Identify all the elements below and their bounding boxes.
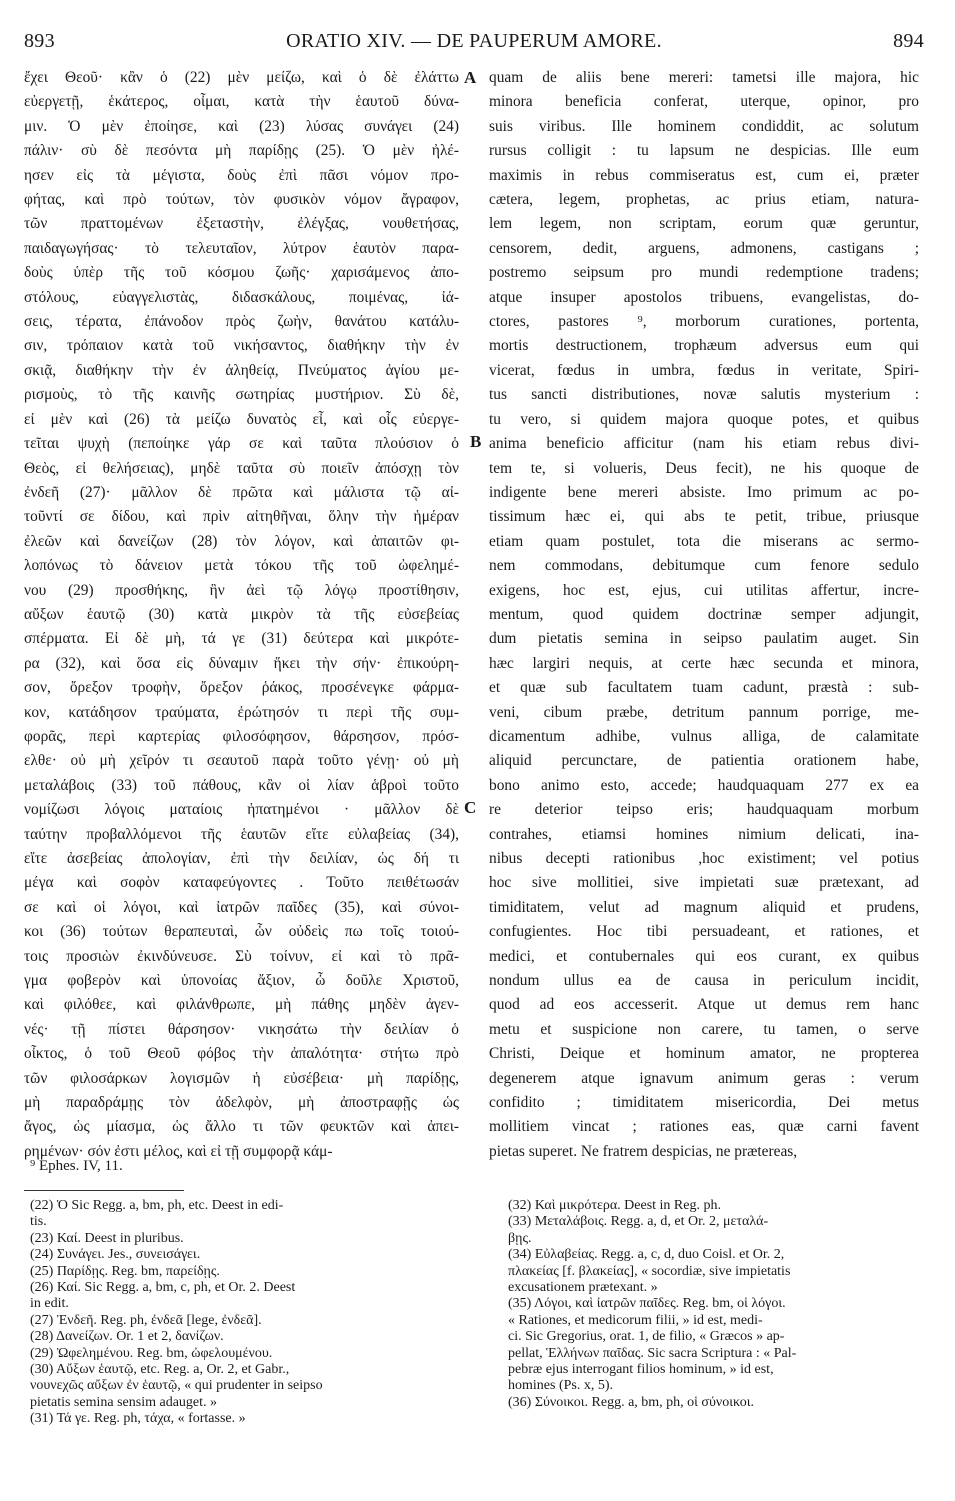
greek-text-line: ταύτην προβαλλόμενοι τῆς ἑαυτῶν εἴτε εὐλαβείας (34),: [24, 825, 459, 843]
latin-text-line: quam de aliis bene mereri: tametsi ille majora, hic: [489, 69, 919, 86]
variant-note-line: pietatis semina sensim adauget. »: [30, 1394, 218, 1410]
greek-text-line: φορᾶς, περὶ καρτερίας φιλοσόφησον, θάρσησον, πρόσ-: [24, 727, 459, 745]
variant-note: [30, 1247, 460, 1263]
latin-text-line: tissimum hæc ei, qui abs te petit, tribue, priusque: [489, 508, 919, 526]
variant-note: [30, 1264, 460, 1280]
greek-text-line: ἔχει Θεοῦ· κἂν ὁ (22) μὲν μείζω, καὶ ὁ δὲ ἐλάττω: [24, 69, 459, 86]
variant-note-line: νουνεχῶς αὔξων ἐν ἑαυτῷ, « qui prudenter in seipso: [30, 1378, 323, 1394]
greek-text-line: παιδαγωγήσας· τὸ τελευταῖον, λύτρον ἑαυτὸν παρα-: [24, 239, 459, 257]
greek-text-line: οἶκτος, ὁ τοῦ Θεοῦ φόβος τὴν ἀπαλότητα· στήτω πρὸ: [24, 1045, 459, 1063]
greek-text-line: τῶν φιλοσάρκων λογισμῶν ἡ εὐσέβεια· μὴ παρίδῃς,: [24, 1069, 459, 1087]
greek-text-line: μὴ παραδράμῃς τὸν ἀδελφὸν, μὴ ἀποστραφῇς ὡς: [24, 1094, 459, 1112]
greek-text-line: πάλιν· σὺ δὲ πεσόντα μὴ παρίδῃς (25). Ὁ μὲν ἠλέ-: [24, 142, 459, 160]
variant-note: [508, 1214, 928, 1247]
greek-text-line: νές· τῇ πίστει θάρσησον· νικησάτω τὴν δειλίαν ὁ: [24, 1020, 459, 1038]
latin-text-line: atque insuper apostolos tribuens, evangelistas, do-: [489, 288, 919, 306]
greek-text-line: λοπόνως τὸ δάνειον μετὰ τόκου τῆς τοῦ ὠφελημέ-: [24, 557, 459, 575]
variant-note-line: (25) Παρίδῃς. Reg. bm, παρείδῃς.: [30, 1263, 220, 1279]
variant-note: [30, 1346, 460, 1362]
latin-text-line: dum pietatis semina in seipso paulatim auget. Sin: [489, 630, 919, 648]
latin-text-line: veni, cibum præbe, detritum pannum porrige, me-: [489, 703, 919, 721]
latin-text-line: pietas superet. Ne fratrem despicias, ne prætereas,: [489, 1142, 798, 1160]
variant-note-line: (29) Ὠφελημένου. Reg. bm, ὠφελουμένου.: [30, 1345, 273, 1361]
latin-text-line: exigens, hoc est, ejus, cui utilitas affertur, incre-: [489, 581, 919, 599]
latin-text-line: Christi, Deique et hominum amator, ne propterea: [489, 1045, 919, 1063]
variant-note: [30, 1280, 460, 1313]
greek-text-line: εἴτε ἀσεβείας ἀπολογίαν, ἐπὶ τὴν δειλίαν, ὡς δή τι: [24, 850, 459, 867]
variant-note-line: (27) Ἐνδεῆ. Reg. ph, ἐνδεᾶ [lege, ἐνδεᾶ].: [30, 1312, 262, 1328]
latin-text-line: aliquid percunctare, de patientia orationem habe,: [489, 752, 919, 770]
latin-text-line: nondum ullus ea de causa in periculum incidit,: [489, 972, 919, 990]
greek-text-line: σον, ὄρεξον τροφὴν, ὄρεξον ῥάκος, προσένεγκε φάρμα-: [24, 679, 459, 697]
greek-text-line: κον, κατάδησον τραύματα, ἐρώτησόν τι περὶ τῆς συμ-: [24, 703, 459, 721]
variant-note-line: excusationem prætexant. »: [508, 1280, 658, 1296]
scripture-footnote: ⁹ Ephes. IV, 11.: [30, 1158, 123, 1174]
variant-note: [508, 1395, 928, 1411]
footnote-divider: [24, 1190, 184, 1191]
variant-note: [30, 1362, 460, 1395]
variant-note: [30, 1313, 460, 1329]
variant-note: [508, 1247, 928, 1280]
greek-text-line: Θεὸς, εἰ θελήσειας), μηδὲ ταῦτα σὺ ποιεῖν ἀπόσχῃ τὸν: [24, 459, 459, 477]
variant-note: [508, 1329, 928, 1362]
variant-note-line: (35) Λόγοι, καὶ ἰατρῶν παῖδες. Reg. bm, οἱ λόγοι.: [508, 1296, 786, 1312]
variant-note-line: (31) Τά γε. Reg. ph, τάχα, « fortasse. »: [30, 1411, 246, 1427]
variant-note-line: (28) Δανείζων. Or. 1 et 2, δανίζων.: [30, 1329, 224, 1345]
variant-note: [508, 1296, 928, 1329]
page-number-left: 893: [24, 30, 55, 52]
latin-text-line: postremo seipsum pro mundi redemptione tradens;: [489, 264, 919, 282]
latin-text-line: vicerat, fœdus in umbra, fœdus in veritate, Spiri-: [489, 361, 919, 379]
variant-note: [508, 1280, 928, 1296]
latin-text-line: nem commodans, debitumque cum fenore sedulo: [489, 557, 919, 575]
latin-text-line: nibus decepti rationibus ,hoc existiment; vel potius: [489, 850, 919, 867]
latin-text-line: tus sancti distributiones, novæ salutis mysterium :: [489, 386, 919, 404]
greek-text-line: ρημένων· σόν ἐστι μέλος, καὶ εἰ τῇ συμφορᾷ κάμ-: [24, 1142, 333, 1160]
variant-note-line: (26) Καί. Sic Regg. a, bm, c, ph, et Or. 2. Deest: [30, 1280, 296, 1296]
latin-text-line: degenerem atque ignavum animum geras : verum: [489, 1069, 919, 1087]
variant-note: [30, 1411, 460, 1427]
latin-text-line: hæc largiri nequis, at certe hæc secunda et minora,: [489, 654, 919, 672]
greek-text-line: αὔξων ἑαυτῷ (30) κατὰ μικρὸν τὰ τῆς εὐσεβείας: [24, 605, 459, 623]
greek-text-line: τοῦντί σε δίδου, καὶ πρὶν αἰτηθῆναι, ὅλην τὴν ἡμέραν: [24, 508, 459, 526]
greek-text-line: ησεν εἰς τὰ μέγιστα, δοὺς ἐπὶ πᾶσι νόμον προ-: [24, 166, 459, 184]
greek-text-line: ἄγος, ὡς μίασμα, ὡς ἄλλο τι τῶν φευκτῶν καὶ ἀπει-: [24, 1118, 459, 1136]
greek-text-line: μιν. Ὁ μὲν ἐποίησε, καὶ (23) λύσας συνάγει (24): [24, 117, 459, 135]
greek-text-line: ελθε· οὐ μὴ χεῖρόν τι σεαυτοῦ παρὰ τοῦτο γένῃ· οὐ μὴ: [24, 752, 459, 770]
latin-text-line: hoc sive mollitiei, sive impietati suæ prætexant, ad: [489, 874, 919, 892]
variant-note-line: ci. Sic Gregorius, orat. 1, de filio, « Græcos » ap-: [508, 1329, 785, 1345]
variant-note: [30, 1395, 460, 1411]
latin-text-line: metu et suspicione non carere, tu tamen, o serve: [489, 1020, 919, 1038]
variant-note-line: (33) Μεταλάβοις. Regg. a, d, et Or. 2, μεταλά-: [508, 1214, 769, 1230]
variant-note-line: « Rationes, et medicorum filii, » id est, medi-: [508, 1312, 763, 1328]
greek-text-line: γμα φοβερὸν καὶ ὑπονοίας ἄξιον, ὦ δοῦλε Χριστοῦ,: [24, 972, 459, 990]
latin-text-line: et quæ sub facultatem tuam cadunt, præstà : sub-: [489, 679, 919, 697]
latin-text-line: timiditatem, velut ad magnum aliquid et prudens,: [489, 898, 919, 916]
running-title: ORATIO XIV. — DE PAUPERUM AMORE.: [286, 30, 662, 52]
latin-text-line: anima beneficio afficitur (nam his etiam rebus divi-: [489, 435, 919, 453]
latin-text-line: tem te, si volueris, Deus fecit), ne his quoque de: [489, 459, 919, 477]
greek-text-line: κοι (36) τούτων θεραπευταὶ, ὧν οὐδεὶς πω τοῖς τοιού-: [24, 923, 459, 941]
greek-text-line: τεῖται ψυχὴ (πεποίηκε γάρ σε καὶ ταῦτα πλούσιον ὁ: [24, 435, 459, 453]
latin-text-line: rursus colligit : tu lapsum ne despicias. Ille eum: [489, 142, 919, 160]
latin-text-line: cætera, legem, prophetas, ac prius etiam, natura-: [489, 191, 919, 209]
variant-note-line: tis.: [30, 1214, 47, 1230]
latin-text-line: minora beneficia conferat, uterque, opinor, pro: [489, 93, 919, 111]
greek-text-line: εὐεργετῇ, ἑκάτερος, οἶμαι, κατὰ τὴν ἑαυτοῦ δύνα-: [24, 93, 459, 111]
latin-text-line: etiam quam postulet, tota die miserans ac sermo-: [489, 532, 919, 550]
variant-note-line: (34) Εὐλαβείας. Regg. a, c, d, duo Coisl. et Or. 2,: [508, 1247, 785, 1263]
greek-text-line: εἰ μὲν καὶ (26) τὰ μείζω δυνατὸς εἶ, καὶ οἷς εὐεργε-: [24, 410, 459, 428]
latin-text-line: mollitiem vincat ; rationes eas, quæ carni favent: [489, 1118, 919, 1136]
greek-text-line: στόλους, εὐαγγελιστὰς, διδασκάλους, ποιμένας, ἰά-: [24, 288, 459, 306]
greek-text-line: ρα (32), καὶ ὅσα εἰς δύναμιν ἥκει τὴν σήν· ἐπικούρη-: [24, 654, 459, 672]
latin-text-line: contrahes, etiamsi homines nimium delicati, ina-: [489, 825, 919, 843]
variant-notes-right: [508, 1198, 928, 1411]
variant-note-line: (36) Σύνοικοι. Regg. a, bm, ph, οἱ σύνοικοι.: [508, 1394, 755, 1410]
latin-text-line: maximis in rebus commiseratus est, cum ei, præter: [489, 166, 919, 184]
variant-note: [30, 1231, 460, 1247]
latin-text-line: ctores, pastores ⁹, morborum curationes, portenta,: [489, 313, 919, 331]
variant-note-line: (30) Αὔξων ἑαυτῷ, etc. Reg. a, Or. 2, et Gabr.,: [30, 1362, 290, 1378]
greek-text-line: τῶν πραττομένων ἐξεταστὴν, ἐλέγξας, νουθετήσας,: [24, 215, 459, 233]
variant-note: [30, 1198, 460, 1231]
latin-text-line: mentum, quod quidem doctrinæ semper adjungit,: [489, 605, 919, 623]
page-header: [24, 30, 924, 60]
page-number-right: 894: [893, 30, 924, 52]
variant-note-line: pellat, Ἑλλήνων παῖδας. Sic sacra Scriptura : « Pal-: [508, 1345, 797, 1361]
section-marker-c: C: [464, 798, 477, 817]
variant-note-line: βῃς.: [508, 1230, 532, 1246]
greek-text-line: μεταλάβοις (33) τοῦ πάθους, κἂν οἱ λίαν ἁβροὶ τοῦτο: [24, 776, 459, 794]
variant-note: [508, 1198, 928, 1214]
greek-text-line: σε καὶ οἱ λόγοι, καὶ ἰατρῶν παῖδες (35), καὶ σύνοι-: [24, 898, 459, 916]
greek-text-line: νομίζωσι λόγοις ματαίοις ἠπατημένοι · μᾶλλον δὲ: [24, 801, 459, 819]
variant-note-line: (23) Καί. Deest in pluribus.: [30, 1230, 184, 1246]
variant-note-line: (22) Ὁ Sic Regg. a, bm, ph, etc. Deest in edi-: [30, 1198, 284, 1213]
variant-note: [30, 1329, 460, 1345]
variant-notes-left: [30, 1198, 460, 1428]
latin-text-line: confugientes. Hoc tibi persuadeant, et rationes, et: [489, 923, 919, 941]
latin-text-line: tu vero, si quidem majora quoque potes, et quibus: [489, 410, 919, 428]
greek-text-line: φήτας, καὶ πρὸ τούτων, τὸν φυσικὸν νόμον ἄγραφον,: [24, 191, 459, 209]
variant-note-line: homines (Ps. x, 5).: [508, 1378, 613, 1394]
section-marker-b: B: [470, 432, 482, 451]
variant-note-line: in edit.: [30, 1296, 69, 1312]
latin-text-line: re deterior teipso eris; haudquaquam morbum: [489, 801, 919, 819]
greek-text-line: τοις προσιὼν ἐκινδύνευσε. Σὺ τοίνυν, εἰ καὶ τὸ πρᾶ-: [24, 947, 459, 965]
variant-note-line: πλακείας [f. βλακείας], « socordiæ, sive impietatis: [508, 1263, 791, 1279]
latin-text-line: indigente bene mereri absiste. Imo primum ac po-: [489, 483, 919, 501]
latin-text-column: [489, 66, 919, 1164]
latin-text-line: medici, et contubernales qui eos curant, ex quibus: [489, 947, 919, 965]
greek-text-column: [24, 66, 459, 1164]
greek-text-line: καὶ φιλόθεε, καὶ φιλάνθρωπε, μὴ πάθης μηδὲν ἀγεν-: [24, 996, 459, 1014]
greek-text-line: νου (29) προσθήκης, ἣν ἀεὶ τῷ λόγῳ προστίθησιν,: [24, 581, 459, 599]
greek-text-line: ἐλεῶν καὶ δανείζων (28) τὸν λόγον, καὶ ἀπαιτῶν φι-: [24, 532, 459, 550]
variant-note-line: pebræ ejus interrogant filios hominum, » id est,: [508, 1362, 774, 1378]
section-marker-a: A: [464, 68, 477, 87]
greek-text-line: σεις, τέρατα, ἐπάνοδον πρὸς ζωὴν, θανάτου κατάλυ-: [24, 313, 459, 331]
greek-text-line: ρισμοὺς, τὸ τῆς καινῆς σωτηρίας μυστήριον. Σὺ δὲ,: [24, 386, 459, 404]
latin-text-line: quod ad eos accesserit. Atque ut demus rem hanc: [489, 996, 919, 1014]
greek-text-line: σιν, τρόπαιον κατὰ τοῦ νικήσαντος, διαθήκην τὴν ἐν: [24, 337, 459, 355]
latin-text-line: suis viribus. Ille hominem condiddit, ac solutum: [489, 117, 919, 135]
greek-text-line: σκιᾷ, διαθήκην τὴν ἐν ἀληθείᾳ, Πνεύματος ἁγίου με-: [24, 361, 459, 379]
latin-text-line: censorem, dedit, arguens, admonens, castigans ;: [489, 239, 919, 257]
greek-text-line: σπέρματα. Εἰ δὲ μὴ, τά γε (31) δεύτερα καὶ μικρότε-: [24, 630, 459, 648]
latin-text-line: lem legem, non scriptam, eorum quæ geruntur,: [489, 215, 919, 233]
variant-note-line: (24) Συνάγει. Jes., συνεισάγει.: [30, 1247, 201, 1263]
greek-text-line: μέγα καὶ σοφὸν καταφεύγοντες . Τοῦτο πειθέτωσάν: [24, 874, 459, 892]
latin-text-line: confidito ; timiditatem misericordia, Dei metus: [489, 1094, 919, 1112]
latin-text-line: mortis destructionem, trophæum adversus eum qui: [489, 337, 919, 355]
variant-note-line: (32) Καὶ μικρότερα. Deest in Reg. ph.: [508, 1198, 721, 1213]
latin-text-line: dicamentum adhibe, vulnus alliga, de calamitate: [489, 727, 919, 745]
greek-text-line: δοὺς ὑπὲρ τῆς τοῦ κόσμου ζωῆς· χαρισάμενος ἀπο-: [24, 264, 459, 282]
latin-text-line: bono animo esto, accede; haudquaquam 277 ex ea: [489, 776, 919, 794]
variant-note: [508, 1362, 928, 1395]
greek-text-line: ἐνδεῆ (27)· μᾶλλον δὲ πρῶτα καὶ μάλιστα τῷ αἰ-: [24, 483, 459, 501]
